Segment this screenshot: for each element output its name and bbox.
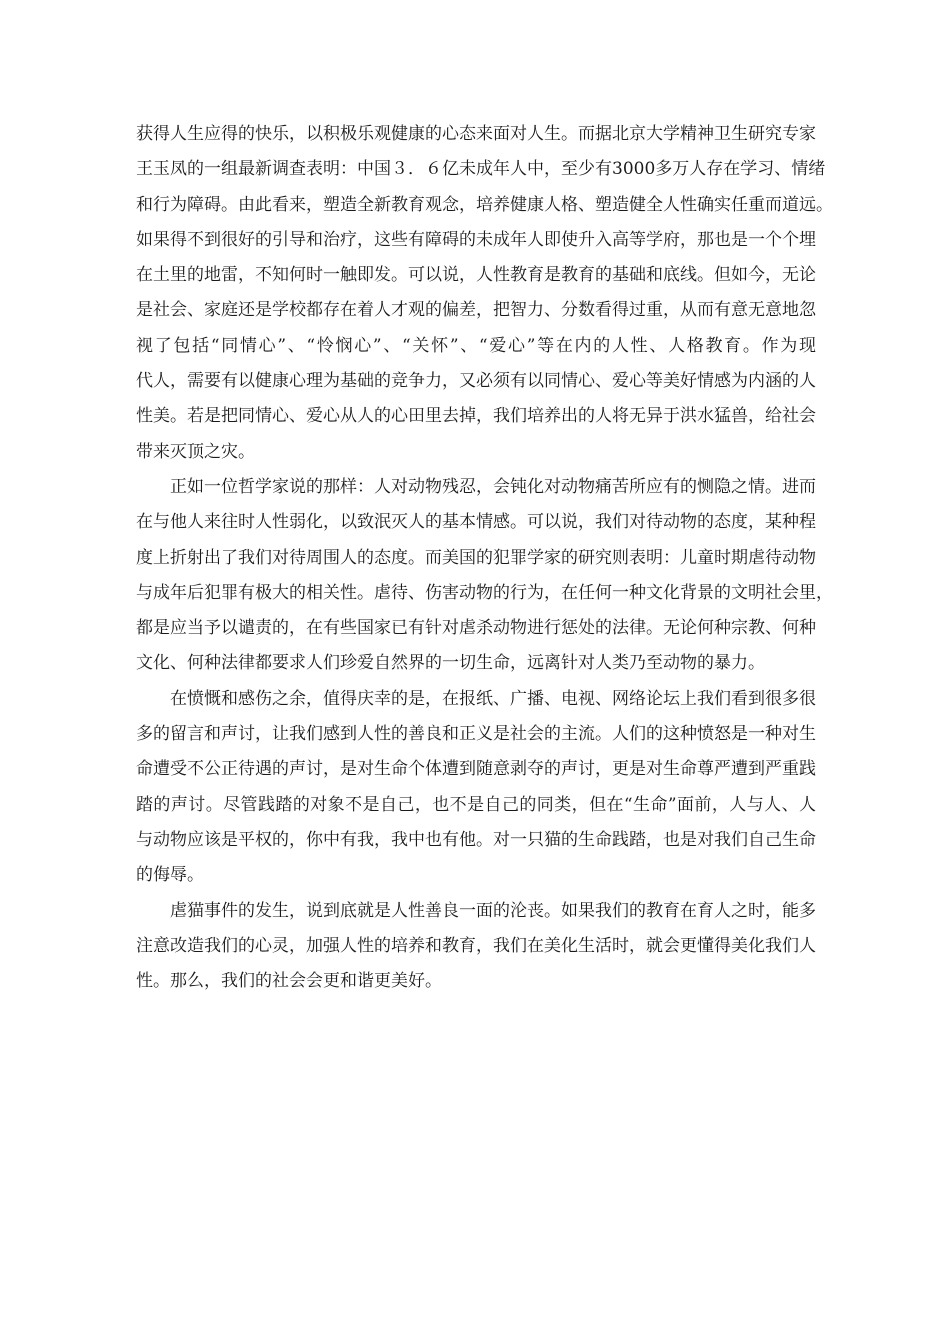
text-line: 命遭受不公正待遇的声讨，是对生命个体遭到随意剥夺的声讨，更是对生命尊严遭到严重践	[136, 759, 816, 780]
text-line: 在与他人来往时人性弱化，以致泯灭人的基本情感。可以说，我们对待动物的态度，某种程	[136, 512, 816, 533]
paragraph	[136, 117, 833, 470]
text-line: 与动物应该是平权的，你中有我，我中也有他。对一只猫的生命践踏，也是对我们自己生命	[136, 829, 816, 850]
document-body	[136, 117, 833, 999]
text-line: 王玉凤的一组最新调查表明：中国３．６亿未成年人中，至少有3000多万人存在学习、情绪	[136, 159, 826, 180]
text-line: 文化、何种法律都要求人们珍爱自然界的一切生命，远离针对人类乃至动物的暴力。	[136, 653, 765, 674]
text-line: 多的留言和声讨，让我们感到人性的善良和正义是社会的主流。人们的这种愤怒是一种对生	[136, 724, 816, 745]
text-line: 正如一位哲学家说的那样：人对动物残忍，会钝化对动物痛苦所应有的恻隐之情。进而	[170, 476, 816, 497]
text-line: 与成年后犯罪有极大的相关性。虐待、伤害动物的行为，在任何一种文化背景的文明社会里，	[136, 582, 833, 603]
text-line: 虐猫事件的发生，说到底就是人性善良一面的沦丧。如果我们的教育在育人之时，能多	[170, 900, 816, 921]
text-line: 如果得不到很好的引导和治疗，这些有障碍的未成年人即使升入高等学府，那也是一个个埋	[136, 229, 816, 250]
text-line: 的侮辱。	[136, 865, 204, 886]
paragraph	[136, 894, 816, 1000]
text-line: 获得人生应得的快乐，以积极乐观健康的心态来面对人生。而据北京大学精神卫生研究专家	[136, 124, 816, 144]
text-line: 视了包括“同情心”、“怜悯心”、“关怀”、“爱心”等在内的人性、人格教育。作为现	[136, 335, 816, 356]
text-line: 都是应当予以谴责的，在有些国家已有针对虐杀动物进行惩处的法律。无论何种宗教、何种	[136, 618, 816, 639]
text-line: 踏的声讨。尽管践踏的对象不是自己，也不是自己的同类，但在“生命”面前，人与人、人	[136, 794, 816, 815]
text-line: 代人，需要有以健康心理为基础的竞争力，又必须有以同情心、爱心等美好情感为内涵的人	[136, 371, 816, 392]
paragraph	[136, 682, 816, 894]
text-line: 性。那么，我们的社会会更和谐更美好。	[136, 971, 442, 992]
text-line: 是社会、家庭还是学校都存在着人才观的偏差，把智力、分数看得过重，从而有意无意地忽	[136, 300, 816, 321]
text-line: 注意改造我们的心灵，加强人性的培养和教育，我们在美化生活时，就会更懂得美化我们人	[136, 935, 816, 956]
paragraph	[136, 470, 833, 682]
text-line: 度上折射出了我们对待周围人的态度。而美国的犯罪学家的研究则表明：儿童时期虐待动物	[136, 547, 816, 568]
text-line: 带来灭顶之灾。	[136, 441, 255, 462]
text-line: 在土里的地雷，不知何时一触即发。可以说，人性教育是教育的基础和底线。但如今，无论	[136, 265, 816, 286]
text-line: 性美。若是把同情心、爱心从人的心田里去掉，我们培养出的人将无异于洪水猛兽，给社会	[136, 406, 816, 427]
text-line: 和行为障碍。由此看来，塑造全新教育观念，培养健康人格、塑造健全人性确实任重而道远。	[136, 194, 833, 215]
text-line: 在愤慨和感伤之余，值得庆幸的是，在报纸、广播、电视、网络论坛上我们看到很多很	[170, 688, 816, 709]
